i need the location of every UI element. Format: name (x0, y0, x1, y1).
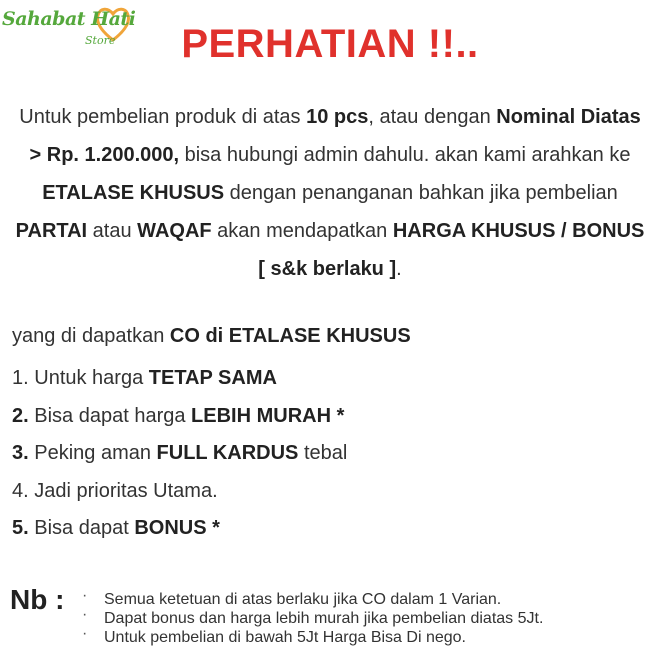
intro-line-2: > Rp. 1.200.000, bisa hubungi admin dahulu. akan kami arahkan ke (29, 144, 631, 166)
brand-sub: Store (85, 34, 116, 47)
list-item: · Untuk pembelian di bawah 5Jt Harga Bisa Di nego. (82, 628, 543, 647)
list-item: · Semua ketetuan di atas berlaku jika CO dalam 1 Varian. (82, 590, 543, 609)
intro-line-1: Untuk pembelian produk di atas 10 pcs, atau dengan Nominal Diatas (19, 106, 641, 128)
list-item: 3. Peking aman FULL KARDUS tebal (12, 442, 348, 464)
list-item: · Dapat bonus dan harga lebih murah jika pembelian diatas 5Jt. (82, 609, 543, 628)
intro-line-4: PARTAI atau WAQAF akan mendapatkan HARGA KHUSUS / BONUS (15, 220, 645, 242)
benefit-list (12, 363, 347, 551)
intro-paragraph (6, 98, 654, 288)
nb-label: Nb : (10, 584, 65, 615)
nb-notes (82, 590, 543, 647)
co-heading: yang di dapatkan CO di ETALASE KHUSUS (12, 325, 411, 347)
list-item: 1. Untuk harga TETAP SAMA (12, 367, 277, 389)
intro-line-3: ETALASE KHUSUS dengan penanganan bahkan jika pembelian (42, 182, 618, 204)
intro-line-5: [ s&k berlaku ]. (258, 258, 402, 280)
list-item: 5. Bisa dapat BONUS * (12, 517, 220, 539)
list-item: 2. Bisa dapat harga LEBIH MURAH * (12, 404, 345, 427)
page-title: PERHATIAN !!.. (181, 22, 479, 66)
list-item: 4. Jadi prioritas Utama. (12, 479, 218, 502)
brand-name: Sahabat Hati (2, 8, 136, 30)
